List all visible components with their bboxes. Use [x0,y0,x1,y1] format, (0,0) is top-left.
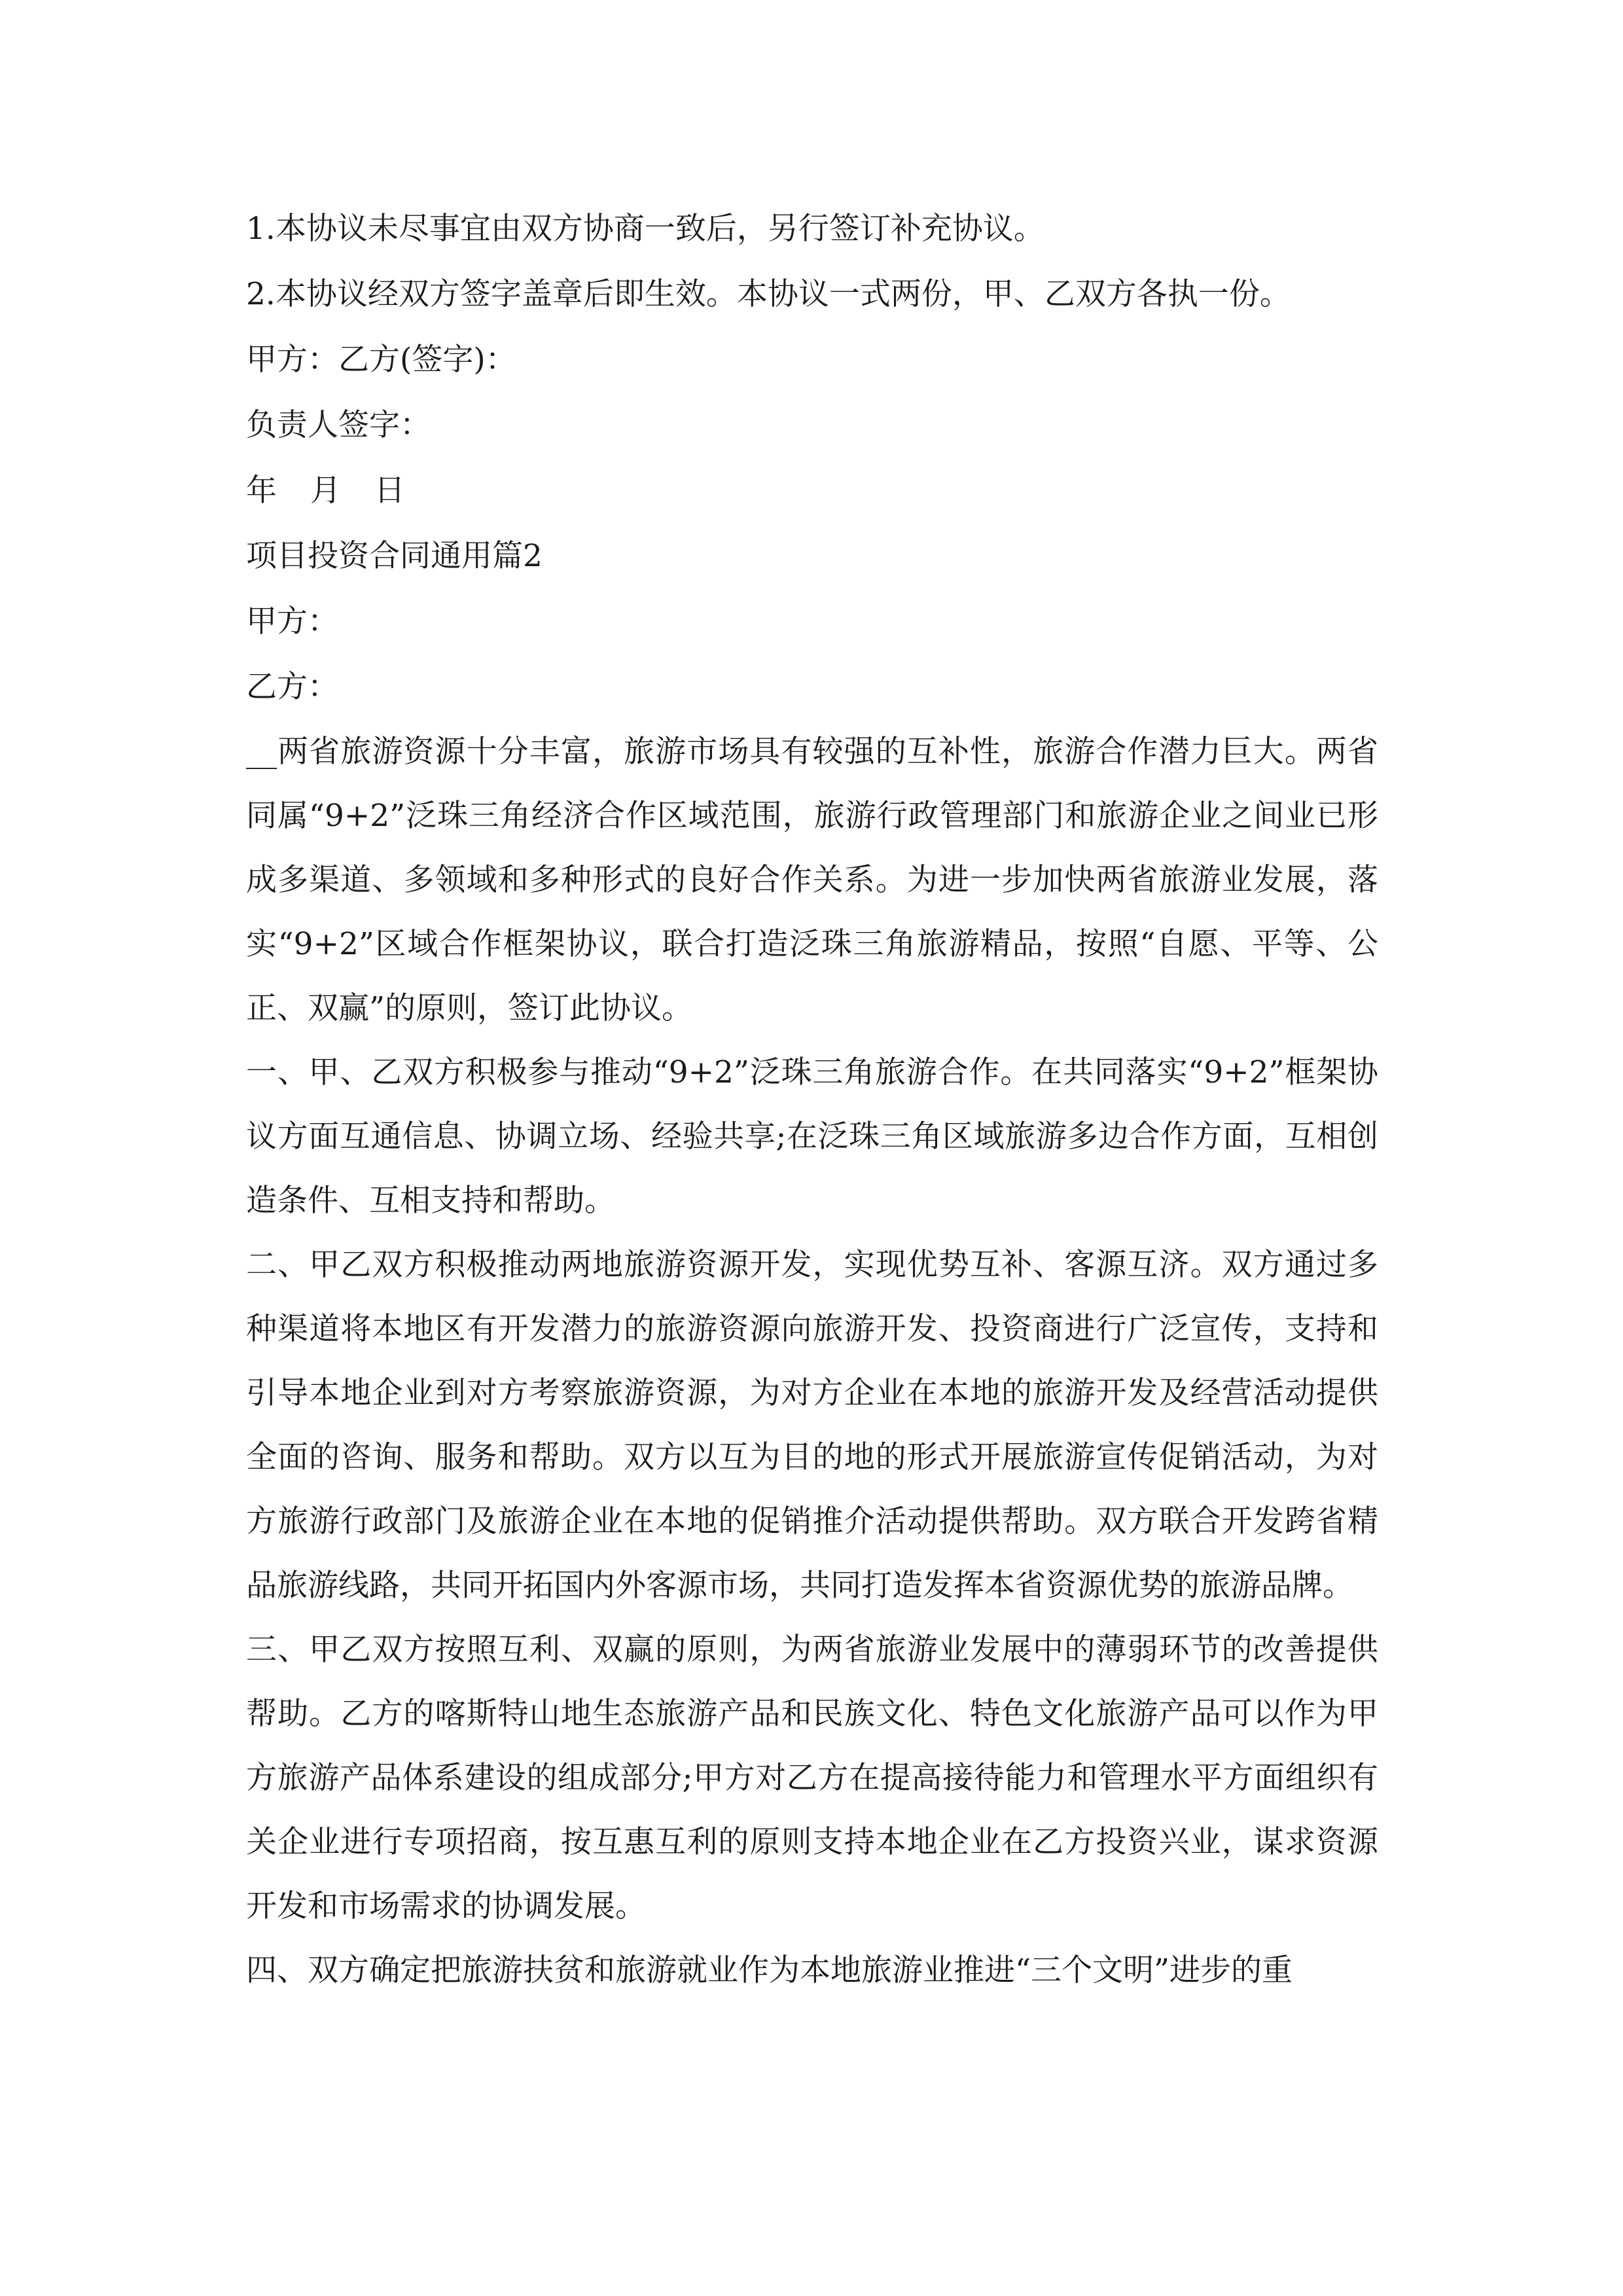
clause-1-line: 1.本协议未尽事宜由双方协商一致后，另行签订补充协议。 [246,211,1044,247]
article-3-paragraph: 三、甲乙双方按照互利、双赢的原则，为两省旅游业发展中的薄弱环节的改善提供帮助。乙方的喀斯特山地生态旅游产品和民族文化、特色文化旅游产品可以作为甲方旅游产品体系建设的组成部分;甲方对乙方在提高接待能力和管理水平方面组织有关企业进行专项招商，按互惠互利的原则支持本地企业在乙方投资兴业，谋求资源开发和市场需求的协调发展。 [246,1632,1378,1924]
signature-parties-line: 甲方：乙方(签字)： [246,342,516,378]
article-4-paragraph: 四、双方确定把旅游扶贫和旅游就业作为本地旅游业推进“三个文明”进步的重 [246,1952,1293,1988]
clause-2-line: 2.本协议经双方签字盖章后即生效。本协议一式两份，甲、乙双方各执一份。 [246,276,1291,312]
intro-paragraph: __两省旅游资源十分丰富，旅游市场具有较强的互补性，旅游合作潜力巨大。两省同属“9+2”泛珠三角经济合作区域范围，旅游行政管理部门和旅游企业之间业已形成多渠道、多领域和多种形式的良好合作关系。为进一步加快两省旅游业发展，落实“9+2”区域合作框架协议，联合打造泛珠三角旅游精品，按照“自愿、平等、公正、双赢”的原则，签订此协议。 [246,734,1378,1026]
article-2-paragraph: 二、甲乙双方积极推动两地旅游资源开发，实现优势互补、客源互济。双方通过多种渠道将本地区有开发潜力的旅游资源向旅游开发、投资商进行广泛宣传，支持和引导本地企业到对方考察旅游资源，为对方企业在本地的旅游开发及经营活动提供全面的咨询、服务和帮助。双方以互为目的地的形式开展旅游宣传促销活动，为对方旅游行政部门及旅游企业在本地的促销推介活动提供帮助。双方联合开发跨省精品旅游线路，共同开拓国内外客源市场，共同打造发挥本省资源优势的旅游品牌。 [246,1247,1378,1604]
responsible-sign-line: 负责人签字： [246,407,431,443]
party-b-line: 乙方： [246,669,338,705]
section-title: 项目投资合同通用篇2 [246,538,543,574]
article-1-paragraph: 一、甲、乙双方积极参与推动“9+2”泛珠三角旅游合作。在共同落实“9+2”框架协议方面互通信息、协调立场、经验共享;在泛珠三角区域旅游多边合作方面，互相创造条件、互相支持和帮助。 [246,1054,1378,1219]
document-page [246,196,1378,2003]
party-a-line: 甲方： [246,603,338,639]
date-line: 年 月 日 [246,473,417,509]
